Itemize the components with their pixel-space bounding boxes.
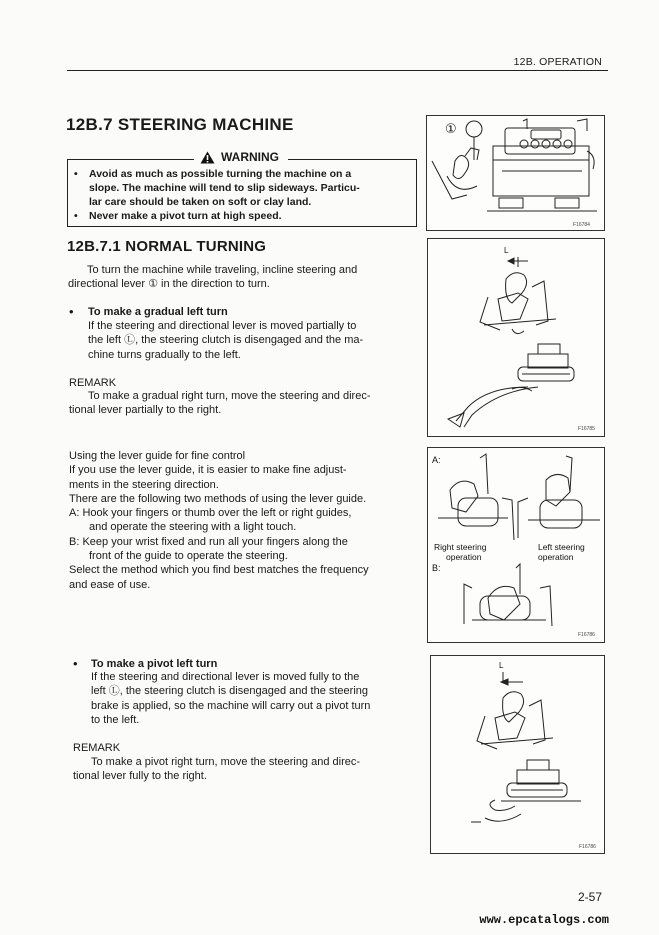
right-steering-label-2: operation [446,552,482,562]
fig-letter: L [499,661,504,670]
gradual-heading: To make a gradual left turn [88,306,228,318]
pivot-heading: To make a pivot left turn [91,658,218,670]
bullet: • [69,304,74,319]
figure-code: F16786 [578,632,595,638]
watermark: www.epcatalogs.com [479,913,609,927]
pivot-turn-illustration [431,656,604,853]
subsection-title: 12B.7.1 NORMAL TURNING [67,238,267,255]
figure-pivot-turn [430,655,605,854]
gradual-turn-illustration [428,239,604,436]
warning-bullet: • [74,168,78,180]
remark-2-line-1: To make a pivot right turn, move the steering and direc- [91,756,361,768]
remark-label: REMARK [73,742,121,754]
operator-seat-illustration [427,116,604,230]
header-rule [67,70,608,71]
figure-code: F16784 [573,222,590,228]
figure-operator-seat [426,115,605,231]
method-b-label: B: [432,563,441,573]
gradual-body: If the steering and directional lever is moved partially to the left Ⓛ, the steering clutch is disengaged and the ma- chine turns gradually to the left. [88,320,364,361]
left-steering-label-2: operation [538,552,574,562]
remark-label: REMARK [69,377,117,389]
lever-callout: ① [445,122,457,137]
figure-lever-guide [427,447,605,643]
left-steering-label-1: Left steering [538,542,585,552]
page-title: 12B.7 STEERING MACHINE [66,115,294,134]
right-steering-label-1: Right steering [434,542,487,552]
warning-item-2: Never make a pivot turn at high speed. [89,210,282,222]
figure-code: F16785 [578,426,595,432]
warning-bullet: • [74,210,78,222]
section-header: 12B. OPERATION [513,56,602,68]
warning-item-1: Avoid as much as possible turning the machine on a slope. The machine will tend to slip sideways. Particu- lar care should be taken on soft or clay land. [89,168,360,208]
intro-line-1: To turn the machine while traveling, incline steering and [87,264,358,276]
warning-label: WARNING [221,150,279,164]
remark-1-line-1: To make a gradual right turn, move the steering and direc- [88,390,371,402]
figure-gradual-turn [427,238,605,437]
remark-2-line-2: tional lever fully to the right. [73,770,207,782]
intro-line-2: directional lever ① in the direction to turn. [68,278,270,290]
remark-1-line-2: tional lever partially to the right. [69,404,222,416]
lever-guide-illustration [428,448,604,642]
fig-letter: L [504,246,509,255]
bullet: • [73,656,78,671]
method-a-label: A: [432,455,441,465]
pivot-body: If the steering and directional lever is moved fully to the left Ⓛ, the steering clutch is disengaged and the steering brake is applied, so the machine will carry out a pivot turn to the left. [91,671,371,726]
lever-guide-text: Using the lever guide for fine control If you use the lever guide, it is easier to make fine adjust- ments in the steering direction. There are the following two methods of using the lever guide. A: Hook your fingers or thumb over the left or right guides, and operate the steering with a light touch. B: Keep your wrist fixed and run all your fingers along the front of the guide to operate the steering. Select the method which you find best matches the frequency and ease of use. [69,450,369,591]
page-number: 2-57 [577,890,602,904]
figure-code: F16786 [579,844,596,850]
